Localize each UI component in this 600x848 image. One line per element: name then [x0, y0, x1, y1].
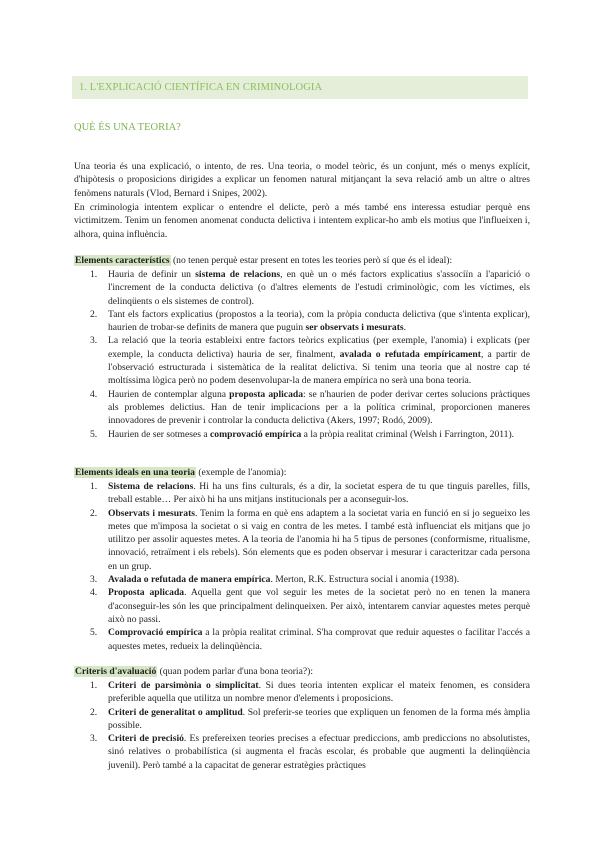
list-item: 1. Criteri de parsimònia o simplicitat. Si dues teoria intenten explicar el mateix fenomen, es considera preferible aquella que utilitza un nombre menor d'elements i proposicions. — [90, 680, 530, 705]
ideal-list — [74, 480, 530, 653]
ideal-label: Elements ideals en una teoria — [75, 467, 195, 478]
list-item: 2. Criteri de generalitat o amplitud. Sol preferir-se teories que expliquen un fenomen de la forma més àmplia possible. — [90, 706, 530, 731]
section-banner — [72, 76, 528, 99]
characteristics-note: (no tenen perquè estar present en totes les teories però sí que és el ideal): — [170, 255, 453, 266]
list-item: 5. Haurien de ser sotmeses a comprovació empírica a la pròpia realitat criminal (Welsh i Farrington, 2011). — [90, 428, 515, 440]
list-item: 3. Avalada o refutada de manera empírica. Merton, R.K. Estructura social i anomia (1938). — [90, 574, 460, 586]
criteria-label: Criteris d'avaluació — [75, 666, 157, 677]
list-item: 1. Sistema de relacions. Hi ha uns fins culturals, és a dir, la societat espera de tu que tinguis parelles, fills, treball estable… Per això hi ha uns mitjans institucionals per a aconseguir-los. — [90, 481, 530, 506]
list-item: 3. Criteri de precisió. Es prefereixen teories precises a efectuar prediccions, amb prediccions no absolutistes, sinó relatives o probabilística (si augmenta el fracàs escolar, és probable que augmenti la delinqüència juvenil). Però també a la capacitat de generar estratègies pràctiques — [90, 733, 530, 771]
list-item: 5. Comprovació empírica a la pròpia realitat criminal. S'ha comprovat que reduir aquestes o facilitar l'accés a aquestes metes, redueix la delinqüència. — [90, 627, 530, 652]
ideal-heading — [74, 466, 530, 479]
intro-paragraph-1: Una teoria és una explicació, o intento, de res. Una teoria, o model teòric, és un conjunt, més o menys explícit, d'hipòtesis o proposicions dirigides a explicar un fenomen natural mitjançant la seva relació amb un altre o altres fenòmens naturals (Vlod, Bernard i Snipes, 2002). — [74, 161, 530, 199]
list-item: 4. Haurien de contemplar alguna proposta aplicada: se n'haurien de poder derivar certes solucions pràctiques als problemes delictius. Han de tenir implicacions per a la política criminal, proporcionen maneres innovadores de prevenir i controlar la conducta delictiva (Akers, 1997; Rodó, 2009). — [90, 388, 530, 427]
ideal-note: (exemple de l'anomia): — [195, 467, 287, 478]
criteria-heading — [74, 665, 530, 678]
subtitle: QUÈ ÉS UNA TEORIA? — [74, 122, 181, 133]
list-item: 4. Proposta aplicada. Aquella gent que vol seguir les metes de la societat però no en tenen la manera d'aconseguir-les són les que principalment delinqueixen. Per això, intentarem canviar aquestes metes perquè això no passi. — [90, 587, 530, 625]
characteristics-list — [74, 268, 530, 441]
section-title: 1. L'EXPLICACIÓ CIENTÍFICA EN CRIMINOLOGIA — [79, 82, 323, 93]
criteria-note: (quan podem parlar d'una bona teoria?): — [157, 666, 313, 677]
intro-paragraph-2: En criminologia intentem explicar o entendre el delicte, però a més també ens interessa estudiar perquè ens victimitzem. Tenim un fenomen anomenat conducta delictiva i intentem explicar-ho amb els motius que l'influeixen i, alhora, quina influència. — [74, 202, 530, 240]
list-item: 1. Hauria de definir un sistema de relacions, en què un o més factors explicatius s'associïn a l'aparició o l'increment de la conducta delictiva (o d'altres elements de l'estudi criminològic, com les víctimes, els delinqüents o els sistemes de control). — [90, 269, 530, 307]
list-item: 3. La relació que la teoria estableixi entre factors teòrics explicatius (per exemple, l'anomia) i explicats (per exemple, la conducta delictiva) hauria de ser, finalment, avalada o refutada empíricament, a partir de l'observació estructurada i sistemàtica de la realitat delictiva. Si tenim una teoria que al nostre cap té moltíssima lògica però no podem desenvolupar-la de manera empírica no serà una bona teoria. — [90, 335, 530, 387]
list-item: 2. Observats i mesurats. Tenim la forma en què ens adaptem a la societat varia en funció en si jo segueixo les metes que m'imposa la societat o si vaig en contra de les metes. I també està influenciat els mitjans que jo utilitzo per assolir aquestes metes. A la teoria de l'anomia hi ha 5 tipus de persones (conformisme, ritualisme, innovació, retraïment i els rebels). Són elements que es poden observar i mesurar i caracteritzar cada persona en un grup. — [90, 507, 530, 572]
characteristics-label: Elements característics — [75, 255, 170, 266]
criteria-list — [74, 679, 530, 772]
list-item: 2. Tant els factors explicatius (propostos a la teoria), com la pròpia conducta delictiva (que s'intenta explicar), haurien de trobar-se definits de manera que puguin ser observats i mesurats. — [90, 308, 530, 334]
characteristics-heading — [74, 254, 530, 267]
